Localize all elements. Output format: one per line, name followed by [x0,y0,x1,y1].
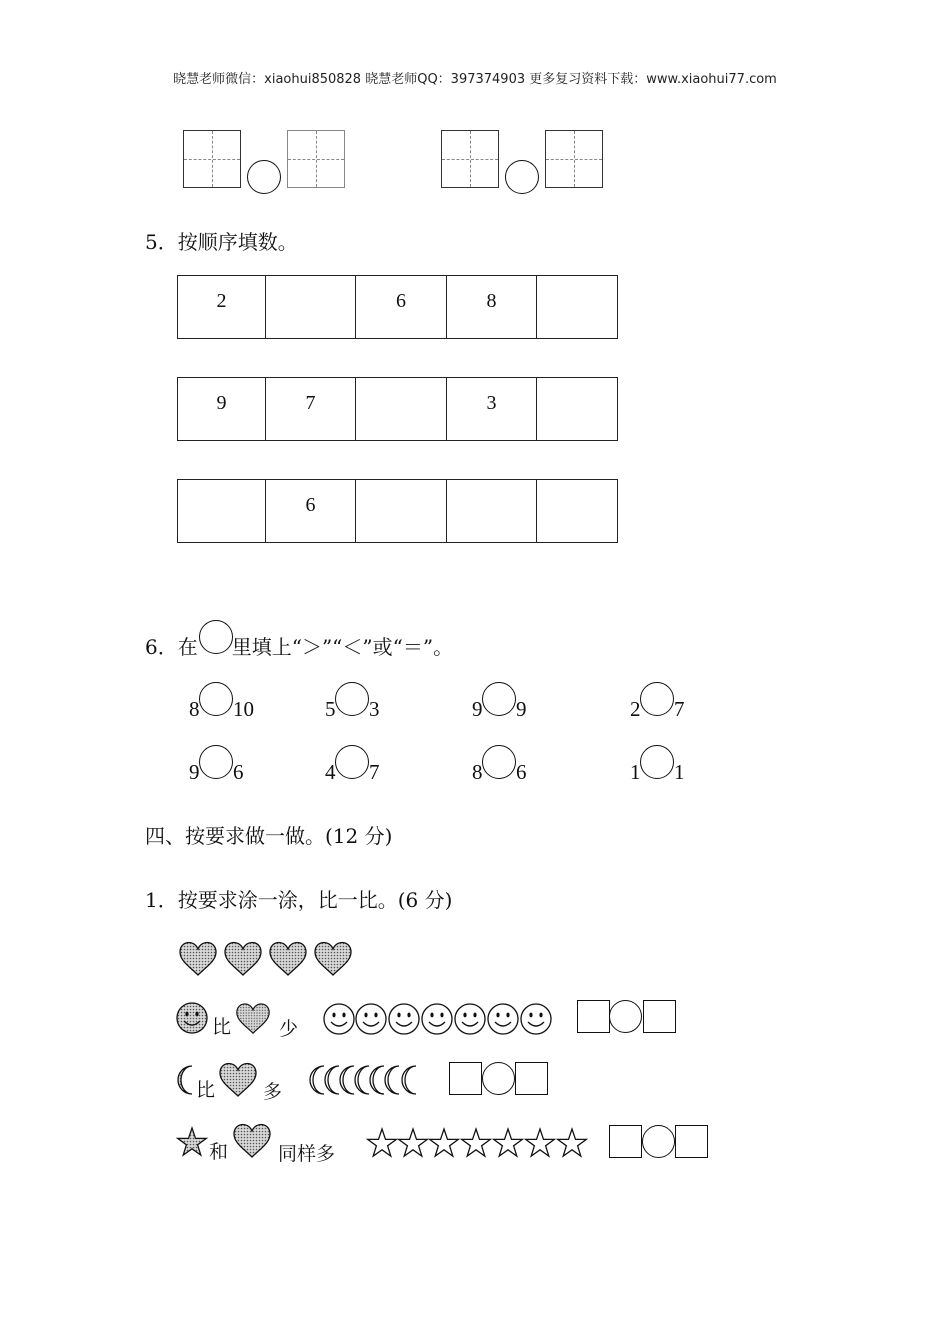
star-icon [558,1129,587,1156]
answer-circle[interactable] [609,1000,642,1033]
left-number: 5 [325,697,336,721]
crescent-moon-icon [325,1066,339,1094]
star-icon [368,1129,397,1156]
word-bi: 比 [196,1079,216,1101]
sequence-cell[interactable]: 7 [266,378,356,441]
crescent-moon-icon [402,1066,416,1094]
smiley-icon [521,1004,551,1034]
crescent-moon-icon [370,1066,384,1094]
word-duo: 多 [263,1081,283,1103]
q6-title-after: 里填上“＞”“＜”或“＝”。 [231,635,454,659]
star-icon [462,1129,491,1156]
answer-circle[interactable] [642,1125,675,1158]
right-number: 1 [674,760,685,784]
sequence-cell[interactable]: 9 [178,378,266,441]
answer-box[interactable] [449,1062,482,1095]
right-number: 7 [369,760,380,784]
sequence-cell[interactable]: 6 [356,276,447,339]
word-he: 和 [209,1141,229,1163]
heart-icon [180,943,216,975]
left-number: 2 [630,697,641,721]
right-number: 3 [369,697,380,721]
answer-box[interactable] [515,1062,548,1095]
sequence-cell[interactable]: 6 [266,480,356,543]
crescent-moon-icon [310,1066,324,1094]
left-number: 8 [472,760,483,784]
answer-box[interactable] [609,1125,642,1158]
heart-icon [237,1004,269,1033]
star-icon [399,1129,428,1156]
right-number: 10 [233,697,254,721]
word-shao: 少 [279,1018,299,1040]
q6-title-before: 6．在 [145,635,198,659]
sequence-cell[interactable]: 3 [447,378,537,441]
right-number: 9 [516,697,527,721]
sequence-cell[interactable]: 2 [178,276,266,339]
answer-box[interactable] [643,1000,676,1033]
smiley-icon [389,1004,419,1034]
crescent-moon-icon [340,1066,354,1094]
star-icon [494,1129,523,1156]
smiley-icon [177,1003,207,1033]
smiley-icon [422,1004,452,1034]
star-icon [526,1129,555,1156]
s4-q1-title: 1．按要求涂一涂，比一比。(6 分) [145,888,453,912]
crescent-moon-icon [178,1066,192,1094]
smiley-icon [488,1004,518,1034]
right-number: 6 [516,760,527,784]
heart-icon [315,943,351,975]
heart-icon [270,943,306,975]
smiley-icon [455,1004,485,1034]
heart-icon [225,943,261,975]
crescent-moon-icon [385,1066,399,1094]
q5-title: 5．按顺序填数。 [145,230,298,254]
crescent-moon-icon [355,1066,369,1094]
left-number: 1 [630,760,641,784]
star-icon [178,1128,207,1155]
smiley-icon [324,1004,354,1034]
answer-box[interactable] [577,1000,610,1033]
smiley-icon [356,1004,386,1034]
page-header: 晓慧老师微信：xiaohui850828 晓慧老师QQ：397374903 更多复习资料下载：www.xiaohui77.com [173,72,777,87]
answer-circle[interactable] [482,1062,515,1095]
word-bi: 比 [212,1016,232,1038]
left-number: 8 [189,697,200,721]
right-number: 7 [674,697,685,721]
left-number: 4 [325,760,336,784]
left-number: 9 [472,697,483,721]
sequence-cell[interactable]: 8 [447,276,537,339]
answer-box[interactable] [675,1125,708,1158]
right-number: 6 [233,760,244,784]
left-number: 9 [189,760,200,784]
heart-icon [220,1064,256,1096]
heart-icon [234,1125,270,1157]
word-same: 同样多 [278,1143,336,1165]
section4-title: 四、按要求做一做。(12 分) [145,824,393,848]
star-icon [430,1129,459,1156]
